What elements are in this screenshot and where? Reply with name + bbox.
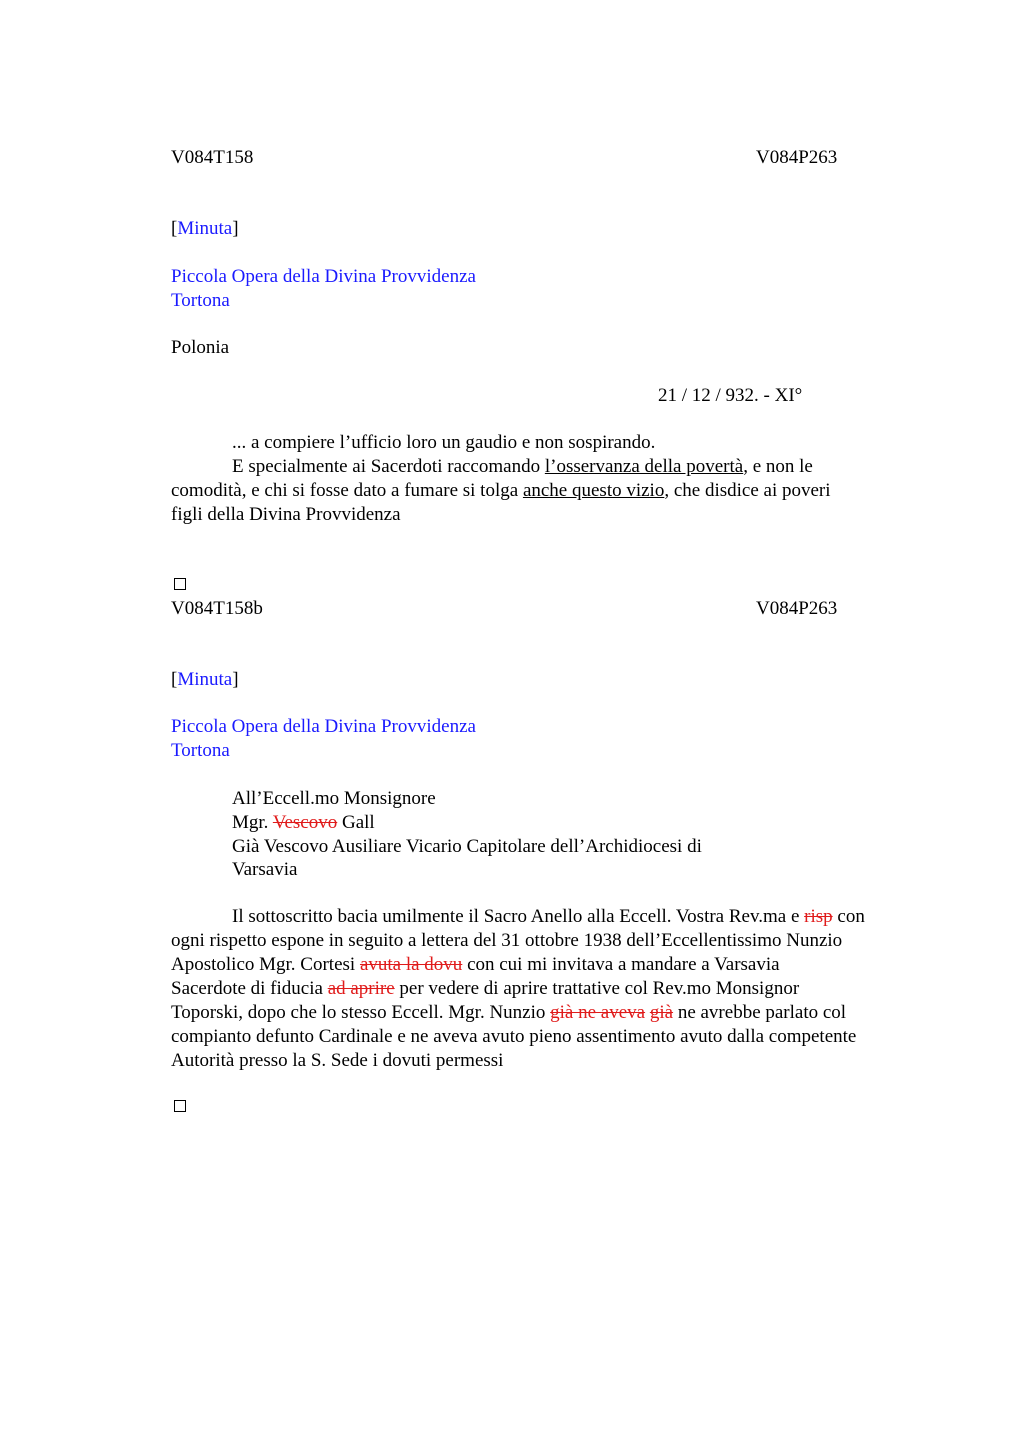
address-line: All’Eccell.mo Monsignore [232, 788, 436, 809]
document-code-left: V084T158 [171, 147, 254, 168]
minuta-text: Minuta [177, 669, 233, 690]
body-line: Autorità presso la S. Sede i dovuti permessi [171, 1050, 504, 1071]
organization-name: Piccola Opera della Divina Provvidenza [171, 716, 476, 737]
deleted-text: già [649, 1002, 674, 1023]
underlined-phrase: l’osservanza della povertà [544, 456, 744, 477]
minuta-bracket-open: [ [171, 218, 178, 239]
document-code-right: V084P263 [756, 598, 838, 619]
address-line: Mgr. Vescovo Gall [232, 812, 375, 833]
body-line: comodità, e chi si fosse dato a fumare si tolga anche questo vizio, che disdice ai poveri [171, 480, 831, 501]
minuta-bracket-close: ] [232, 669, 239, 690]
minuta-bracket-close: ] [232, 218, 239, 239]
body-line: compianto defunto Cardinale e ne aveva avuto pieno assentimento avuto dalla competente [171, 1026, 857, 1047]
deleted-text: avuta la dovu [359, 954, 463, 975]
letter-body [171, 905, 931, 1073]
body-line: Sacerdote di fiducia ad aprire per vedere di aprire trattative col Rev.mo Monsignor [171, 978, 800, 999]
body-line: ... a compiere l’ufficio loro un gaudio e non sospirando. [232, 432, 656, 453]
organization-city: Tortona [171, 740, 230, 761]
organization-city: Tortona [171, 290, 230, 311]
minuta-label [171, 217, 239, 241]
organization-name: Piccola Opera della Divina Provvidenza [171, 266, 476, 287]
deleted-text: risp [804, 906, 833, 927]
document-code-left: V084T158b [171, 598, 263, 619]
address-line: Già Vescovo Ausiliare Vicario Capitolare dell’Archidiocesi di [232, 836, 702, 857]
underlined-phrase: anche questo vizio [522, 480, 665, 501]
body-line: E specialmente ai Sacerdoti raccomando l’osservanza della povertà, e non le [232, 456, 813, 477]
body-line: ogni rispetto espone in seguito a lettera del 31 ottobre 1938 dell’Eccellentissimo Nunzio [171, 930, 843, 951]
body-line: Apostolico Mgr. Cortesi avuta la dovu con cui mi invitava a mandare a Varsavia [171, 954, 780, 975]
body-line: Il sottoscritto bacia umilmente il Sacro Anello alla Eccell. Vostra Rev.ma e risp con [232, 906, 865, 927]
minuta-label [171, 668, 239, 692]
minuta-text: Minuta [177, 218, 233, 239]
deleted-text: ad aprire [327, 978, 395, 999]
section-separator-box-icon [174, 578, 186, 590]
document-code-right: V084P263 [756, 147, 838, 168]
section-separator-box-icon [174, 1100, 186, 1112]
address-line: Varsavia [232, 859, 298, 880]
letter-date: 21 / 12 / 932. - XI° [658, 385, 803, 406]
recipient-country: Polonia [171, 337, 230, 358]
letter-body [171, 431, 931, 527]
minuta-bracket-open: [ [171, 669, 178, 690]
deleted-text: Vescovo [272, 812, 338, 833]
body-line: figli della Divina Provvidenza [171, 504, 401, 525]
deleted-text: già ne aveva [550, 1002, 646, 1023]
body-line: Toporski, dopo che lo stesso Eccell. Mgr. Nunzio già ne aveva già ne avrebbe parlato col [171, 1002, 847, 1023]
